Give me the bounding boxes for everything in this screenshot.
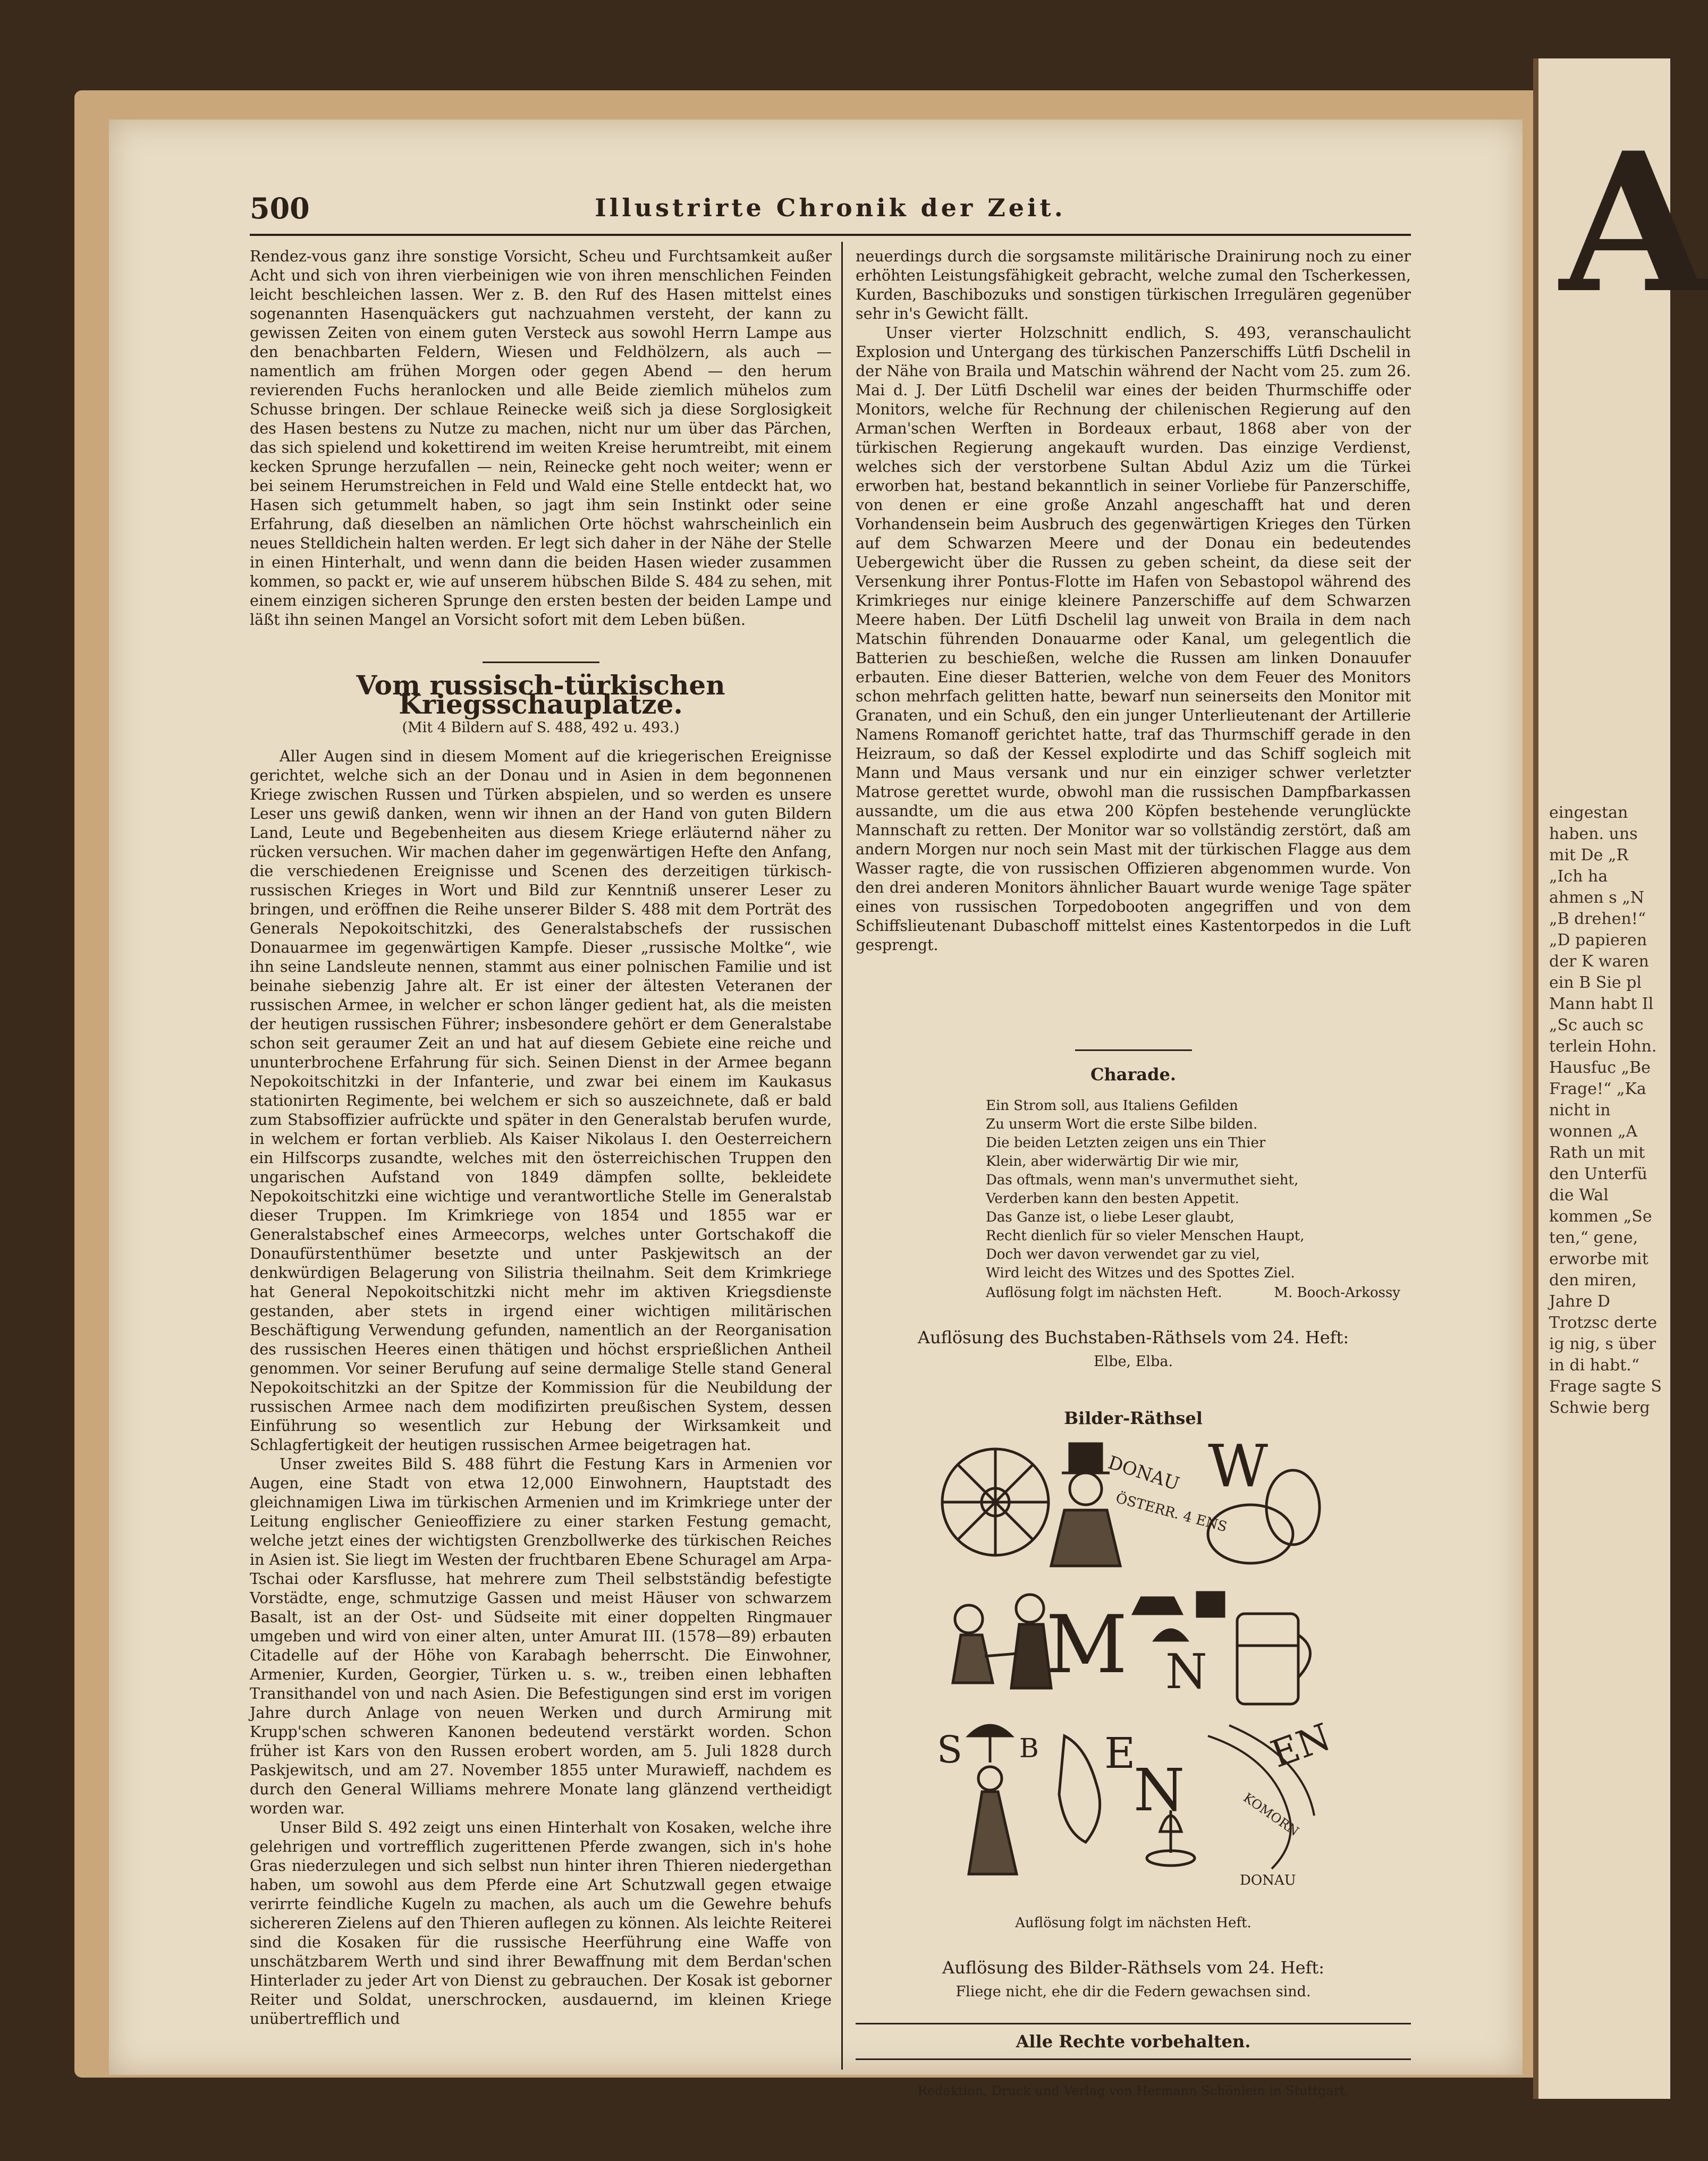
charade-title: Charade. (1090, 1064, 1176, 1084)
poem-line: Das Ganze ist, o liebe Leser glaubt, (986, 1209, 1235, 1225)
parasol-icon (969, 1725, 1011, 1736)
charade-footer (986, 1284, 1400, 1302)
article-subtitle: (Mit 4 Bildern auf S. 488, 492 u. 493.) (402, 719, 680, 736)
charade-note: Auflösung folgt im nächsten Heft. (986, 1285, 1222, 1301)
rebus-letter-e: E (1104, 1728, 1135, 1778)
article-paragraph: Unser vierter Holzschnitt endlich, S. 493, veranschaulicht Explosion und Untergang des türkischen Panzerschiffs Lütfi Dschelil in der Nähe von Braila und Matschin während der Nacht vom 25. zum 26. Mai d. J. Der Lütfi Dschelil war eines der beiden Thurmschiffe oder Monitors, welche für Rechnung der chilenischen Regierung auf den Arman'schen Werften in Bordeaux erbaut, 1868 aber von der türkischen Regierung angekauft wurden. Das einzige Verdienst, welches sich der verstorbene Sultan Abdul Aziz um die Türkei erworben hat, bestand bekanntlich in seiner Vorliebe für Panzerschiffe, von denen er eine große Anzahl angeschafft hat und deren Vorhandensein beim Ausbruch des gegenwärtigen Krieges den Türken auf dem Schwarzen Meere und der Donau ein bedeutendes Uebergewicht über die Russen zu geben scheint, da diese seit der Versenkung ihrer Pontus-Flotte im Hafen von Sebastopol während des Krimkrieges nur einige kleinere Panzerschiffe auf dem Schwarzen Meere haben. Der Lütfi Dschelil lag unweit von Braila in dem nach Matschin führenden Donauarme oder Kanal, um gelegentlich die Batterien zu beschießen, welche die Russen am linken Donauufer erbauten. Eine dieser Batterien, welche von dem Feuer des Monitors schon mehrfach gelitten hatte, bewarf nun seinerseits den Monitor mit Granaten, und ein Schuß, den ein junger Unterlieutenant der Artillerie Namens Romanoff gerichtet hatte, traf das Thurmschiff gerade in den Heizraum, so daß der Kessel explodirte und das Schiff sogleich mit Mann und Maus versank und nur ein einziger schwer verletzter Matrose gerettet wurde, obwohl man die russischen Dampfbarkassen aussandte, um die aus etwa 200 Köpfen bestehende verunglückte Mannschaft zu retten. Der Monitor war so vollständig zerstört, daß am andern Morgen nur noch sein Mast mit der türkischen Flagge aus dem Wasser ragte, die von russischen Offizieren abgenommen wurde. Von den drei anderen Monitors ähnlicher Bauart wurde wenige Tage später eines von russischen Torpedobooten angegriffen und von dem Schiffslieutenant Dubaschoff mittelst eines Kastentorpedos in die Luft gesprengt. (856, 324, 1411, 954)
page-number: 500 (250, 191, 310, 225)
intro-text-block (250, 247, 832, 651)
top-hat-icon (1070, 1444, 1102, 1473)
rebus-label-donau: DONAU (1105, 1452, 1182, 1495)
rebus-letters-en: EN (1265, 1715, 1336, 1776)
mug-icon (1237, 1614, 1298, 1704)
letter-puzzle-solution-title: Auflösung des Buchstaben-Räthsels vom 24. Heft: (917, 1327, 1349, 1348)
section-divider (1075, 1049, 1192, 1051)
imprint: Redaktion, Druck und Verlag von Hermann Schönlein in Stuttgart. (917, 2083, 1349, 2098)
poem-line: Recht dienlich für so vieler Menschen Haupt, (986, 1228, 1305, 1244)
poem-line: Klein, aber widerwärtig Dir wie mir, (986, 1154, 1239, 1170)
rebus-label-ens: ÖSTERR. 4 ENS (1113, 1490, 1229, 1536)
poem-line: Ein Strom soll, aus Italiens Gefilden (986, 1098, 1238, 1114)
neighbor-page-initial: A (1560, 111, 1708, 335)
poem-line: Zu unserm Wort die erste Silbe bilden. (986, 1116, 1258, 1132)
rebus-letter-s: S (936, 1728, 962, 1772)
article-paragraph: Aller Augen sind in diesem Moment auf die kriegerischen Ereignisse gerichtet, welche sich an der Donau und in Asien in dem begonnenen Kriege zwischen Russen und Türken abspielen, und so werden es unsere Leser uns gewiß danken, wenn wir ihnen an der Hand von guten Bildern Land, Leute und Begebenheiten aus diesem Kriege erläuternd näher zu rücken versuchen. Wir machen daher im gegenwärtigen Hefte den Anfang, die verschiedenen Ereignisse und Scenen des derzeitigen türkisch-russischen Krieges in Wort und Bild zur Kenntniß unserer Leser zu bringen, und eröffnen die Reihe unserer Bilder S. 488 mit dem Porträt des Generals Nepokoitschitzki, des Generalstabschefs der russischen Donauarmee im gegenwärtigen Kampfe. Dieser „russische Moltke“, wie ihn seine Landsleute nennen, stammt aus einer polnischen Familie und ist beinahe siebenzig Jahre alt. Er ist einer der ältesten Veteranen der russischen Armee, in welcher er schon länger gedient hat, als die meisten der heutigen russischen Führer; insbesondere gehört er dem Generalstabe schon seit geraumer Zeit an und hat auf diesem Gebiete eine reiche und ununterbrochene Erfahrung für sich. Seinen Dienst in der Armee begann Nepokoitschitzki in der Infanterie, und zwar bei einem im Kaukasus stationirten Regimente, bei welchem er sich so auszeichnete, daß er bald zum Stabsoffizier aufrückte und später in den Generalstab berufen wurde, in welchem er fortan verblieb. Als Kaiser Nikolaus I. den Oesterreichern ein Hilfscorps zusandte, welches mit den österreichischen Truppen den ungarischen Aufstand von 1849 dämpfen sollte, bekleidete Nepokoitschitzki eine wichtige und verantwortliche Stelle im Generalstab dieser Truppen. Im Krimkriege von 1854 und 1855 war er Generalstabschef eines Armeecorps, welches unter Gortschakoff die Donaufürstenthümer besetzte und unter Paskjewitsch an der denkwürdigen Belagerung von Silistria theilnahm. Seit dem Krimkriege hat General Nepokoitschitzki nicht mehr im aktiven Kriegsdienste gestanden, aber stets in irgend einer wichtigen militärischen Beschäftigung Verwendung gefunden, namentlich an der Reorganisation des russischen Heeres einen thätigen und höchst ersprießlichen Antheil genommen. Vor seiner Berufung auf seine dermalige Stelle stand General Nepokoitschitzki an der Spitze der Kommission für die Neubildung der russischen Armee nach dem modifizirten preußischen System, dessen Einführung so wesentlich zur Hebung der Wirksamkeit und Schlagfertigkeit der heutigen russischen Armee beigetragen hat. (250, 748, 832, 1454)
article-continuation (856, 247, 1411, 1039)
hand-icon (1059, 1736, 1100, 1842)
poem-line: Doch wer davon verwendet gar zu viel, (986, 1247, 1261, 1262)
poem-line: Die beiden Letzten zeigen uns ein Thier (986, 1135, 1266, 1151)
intro-paragraph: Rendez-vous ganz ihre sonstige Vorsicht, Scheu und Furchtsamkeit außer Acht und sich von ihren vierbeinigen wie von ihren menschlichen Feinden leicht beschleichen lassen. Wer z. B. den Ruf des Hasen mittelst eines sogenannten Hasenquäckers gut nachzuahmen versteht, der kann zu gewissen Zeiten von einem guten Versteck aus sowohl Herrn Lampe aus den benachbarten Feldern, Wiesen und Feldhölzern, als auch — namentlich am frühen Morgen oder gegen Abend — den herum revierenden Fuchs heranlocken und alle Beide ziemlich mühelos zum Schusse bringen. Der schlaue Reinecke weiß sich ja diese Sorglosigkeit des Hasen bestens zu Nutze zu machen, nicht nur um über das Pärchen, das sich spielend und kokettirend im weiten Kreise herumtreibt, mit einem kecken Sprunge herzufallen — nein, Reinecke geht noch weiter; wenn er bei seinem Herumstreichen in Feld und Wald eine Stelle entdeckt hat, wo Hasen sich getummelt haben, so jagt ihm sein Instinkt oder seine Erfahrung, daß dieselben an nämlichen Orte höchst wahrscheinlich ein neues Stelldichein halten werden. Er legt sich daher in der Nähe der Stelle in einen Hinterhalt, und wenn dann die beiden Hasen wieder zusammen kommen, so packt er, wie auf unserem hübschen Bilde S. 484 zu sehen, mit einem einzigen sicheren Sprunge den ersten besten der beiden Lampe und läßt ihn seinen Mangel an Vorsicht sofort mit dem Leben büßen. (250, 248, 832, 629)
column-divider (841, 242, 843, 2070)
letter-puzzle-solution: Elbe, Elba. (1093, 1353, 1173, 1370)
rebus-letter-n: N (1165, 1644, 1207, 1700)
picture-puzzle-solution-title: Auflösung des Bilder-Räthsels vom 24. Heft: (942, 1957, 1324, 1978)
section-divider (483, 662, 599, 663)
rebus-drawing (932, 1432, 1336, 1906)
hat-icon (1134, 1598, 1181, 1614)
picture-puzzle-solution: Fliege nicht, ehe dir die Federn gewachsen sind. (956, 1984, 1311, 2000)
article-paragraph: Unser zweites Bild S. 488 führt die Festung Kars in Armenien vor Augen, eine Stadt von etwa 12,000 Einwohnern, Hauptstadt des gleichnamigen Liwa im türkischen Armenien und im Krimkriege unter der Leitung englischer Genieoffiziere zu einer starken Festung gemacht, welche jetzt eines der wichtigsten Grenzbollwerke des türkischen Reiches in Asien ist. Sie liegt im Westen der fruchtbaren Ebene Schuragel am Arpa-Tschai oder Karsflusse, hat mehrere zum Theil selbstständig befestigte Vorstädte, enge, schmutzige Gassen und meist Häuser von schwarzem Basalt, ist an der Ost- und Südseite mit einer doppelten Ringmauer umgeben und wird von einer alten, unter Amurat III. (1578—89) erbauten Citadelle auf der Höhe von Karabagh beherrscht. Die Einwohner, Armenier, Kurden, Georgier, Türken u. s. w., treiben einen lebhaften Transithandel von und nach Asien. Die Befestigungen sind erst im vorigen Jahre durch Anlage von neuen Werken und durch Armirung mit Krupp'schen schweren Kanonen bedeutend verstärkt worden. Schon früher ist Kars von den Russen erobert worden, am 5. Juli 1828 durch Paskjewitsch, und am 27. November 1855 unter Murawieff, nachdem es durch den General Williams mehrere Monate lang glänzend vertheidigt worden war. (250, 1455, 832, 1817)
rebus-label-donau-2: DONAU (1239, 1872, 1296, 1888)
picture-puzzle-note: Auflösung folgt im nächsten Heft. (1015, 1915, 1252, 1931)
left-column (250, 247, 832, 2028)
neighbor-page-fragments: eingestan haben. uns mit De „R „Ich ha ahmen s „N „B drehen!“ „D papieren der K waren ein B Sie pl Mann habt Il „Sc auch sc terlein Hohn. Hausfuc „Be Frage!“ „Ka nicht in wonnen „A Rath un mit den Unterfü die Wal kommen „Se ten,“ gene, erworbe mit den miren, Jahre D Trotzsc derte ig nig, s über in di habt.“ Frage sagte S Schwie berg (1549, 803, 1662, 1417)
article-paragraph: neuerdings durch die sorgsamste militärische Drainirung noch zu einer erhöhten Leistungsfähigkeit gebracht, welche zumal den Tscherkessen, Kurden, Baschibozuks und sonstigen türkischen Irregulären gegenüber sehr in's Gewicht fällt. (856, 248, 1411, 323)
rebus-label-komorn: KOMORN (1240, 1790, 1301, 1839)
article-title: Vom russisch-türkischen Kriegsschauplatze. (356, 670, 725, 720)
article-paragraph: Unser Bild S. 492 zeigt uns einen Hinterhalt von Kosaken, welche ihre gelehrigen und vortrefflich zugerittenen Pferde zwangen, sich in's hohe Gras niederzulegen und sich selbst nun hinter ihren Thieren niedergethan haben, um sowohl aus dem Pferde eine Art Schutzwall gegen etwaige verirrte feindliche Kugeln zu machen, als auch um die Gewehre behufs sichereren Zielens auf den Thieren auflegen zu können. Als leichte Reiterei sind die Kosaken für die russische Heerführung eine Waffe von unschätzbarem Werth und sind ihrer Bewaffnung mit dem Berdan'schen Hinterlader zu jeder Art von Dienst zu gebrauchen. Der Kosak ist geborner Reiter und Soldat, unerschrocken, ausdauernd, im kleinen Kriege unübertrefflich und (250, 1819, 832, 2028)
running-title: Illustrirte Chronik der Zeit. (595, 193, 1066, 222)
rebus-letter-n2: N (1133, 1756, 1185, 1824)
rebus-letter-b: B (1019, 1733, 1039, 1764)
charade-author: M. Booch-Arkossy (1274, 1285, 1400, 1301)
picture-puzzle-title: Bilder-Räthsel (1064, 1408, 1203, 1428)
poem-line: Das oftmals, wenn man's unvermuthet sieht, (986, 1172, 1299, 1188)
page (109, 120, 1523, 2098)
page-header (250, 191, 1411, 236)
rights-notice: Alle Rechte vorbehalten. (856, 2023, 1411, 2060)
rebus-letter-m: M (1045, 1599, 1128, 1691)
poem-line: Verderben kann den besten Appetit. (986, 1191, 1239, 1207)
poem-line: Wird leicht des Witzes und des Spottes Ziel. (986, 1265, 1295, 1281)
article-body (250, 747, 832, 2028)
rebus-letter-w: W (1207, 1432, 1268, 1500)
charade-poem (986, 1097, 1400, 1302)
picture-puzzle-illustration (932, 1432, 1336, 1906)
right-column (856, 247, 1411, 2100)
neighbor-page (1533, 58, 1708, 2099)
